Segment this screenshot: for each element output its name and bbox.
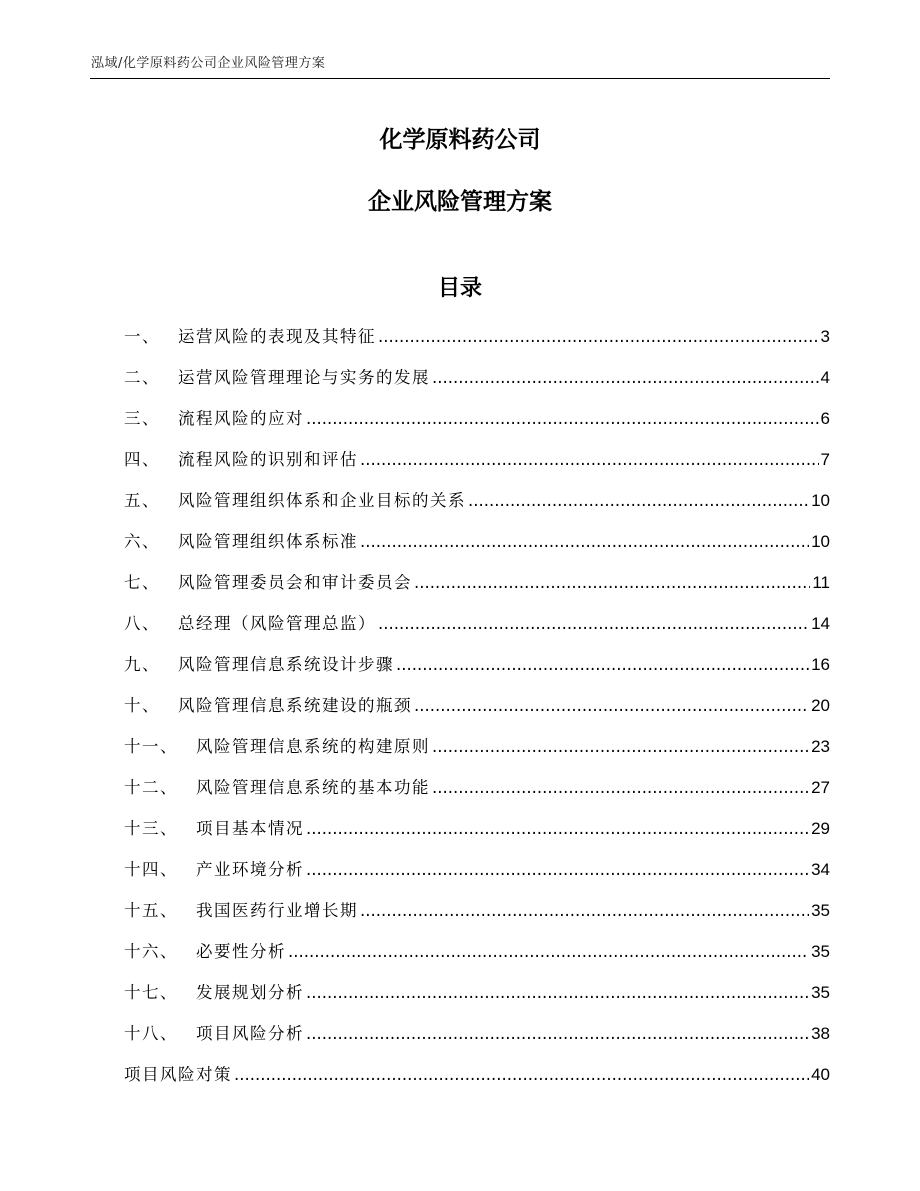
table-of-contents xyxy=(124,316,830,1095)
toc-entry-label: 运营风险的表现及其特征 xyxy=(178,327,376,346)
toc-entry-label: 运营风险管理理论与实务的发展 xyxy=(178,368,430,387)
toc-entry-label: 必要性分析 xyxy=(196,942,286,961)
toc-entry[interactable] xyxy=(124,562,830,603)
toc-entry[interactable] xyxy=(124,972,830,1013)
toc-entry-page: 10 xyxy=(811,532,830,551)
toc-entry[interactable] xyxy=(124,644,830,685)
toc-entry-number: 八、 xyxy=(124,614,160,633)
toc-entry-number: 七、 xyxy=(124,573,160,592)
toc-entry-number: 十五、 xyxy=(124,901,178,920)
toc-entry-number: 三、 xyxy=(124,409,160,428)
toc-dot-leader xyxy=(306,1013,809,1054)
toc-entry-number: 十四、 xyxy=(124,860,178,879)
toc-entry-page: 6 xyxy=(820,409,830,428)
toc-entry-page: 7 xyxy=(820,450,830,469)
toc-entry-page: 14 xyxy=(811,614,830,633)
document-title-line1: 化学原料药公司 xyxy=(379,127,541,153)
toc-entry-page: 40 xyxy=(811,1065,830,1084)
toc-heading: 目录 xyxy=(437,276,482,301)
toc-entry-page: 35 xyxy=(811,942,830,961)
toc-entry[interactable] xyxy=(124,398,830,439)
header-rule xyxy=(90,78,830,79)
document-title-line2: 企业风险管理方案 xyxy=(368,189,552,215)
toc-entry-number: 十二、 xyxy=(124,778,178,797)
toc-entry-number: 十七、 xyxy=(124,983,178,1002)
toc-entry-number: 一、 xyxy=(124,327,160,346)
toc-entry-page: 38 xyxy=(811,1024,830,1043)
toc-entry-page: 20 xyxy=(811,696,830,715)
toc-entry-number: 五、 xyxy=(124,491,160,510)
toc-entry-label: 流程风险的应对 xyxy=(178,409,304,428)
toc-entry[interactable] xyxy=(124,726,830,767)
toc-entry-label: 我国医药行业增长期 xyxy=(196,901,358,920)
toc-entry[interactable] xyxy=(124,316,830,357)
toc-entry-label: 项目基本情况 xyxy=(196,819,304,838)
toc-dot-leader xyxy=(306,398,819,439)
toc-dot-leader xyxy=(378,603,809,644)
toc-dot-leader xyxy=(234,1054,809,1095)
toc-entry-label: 风险管理委员会和审计委员会 xyxy=(178,573,412,592)
toc-entry-label: 产业环境分析 xyxy=(196,860,304,879)
toc-dot-leader xyxy=(432,357,819,398)
toc-entry[interactable] xyxy=(124,808,830,849)
toc-entry[interactable] xyxy=(124,931,830,972)
toc-entry-label: 总经理（风险管理总监） xyxy=(178,614,376,633)
toc-entry-label: 项目风险对策 xyxy=(124,1065,232,1084)
toc-entry-label: 风险管理信息系统的基本功能 xyxy=(196,778,430,797)
toc-entry-page: 11 xyxy=(812,573,830,592)
toc-entry-page: 35 xyxy=(811,901,830,920)
toc-dot-leader xyxy=(414,685,809,726)
toc-dot-leader xyxy=(360,890,809,931)
toc-entry-page: 16 xyxy=(811,655,830,674)
toc-dot-leader xyxy=(396,644,809,685)
toc-entry-number: 十六、 xyxy=(124,942,178,961)
toc-dot-leader xyxy=(306,972,809,1013)
toc-entry[interactable] xyxy=(124,480,830,521)
toc-entry-label: 风险管理信息系统设计步骤 xyxy=(178,655,394,674)
toc-entry-number: 十一、 xyxy=(124,737,178,756)
toc-entry-page: 29 xyxy=(811,819,830,838)
toc-entry[interactable] xyxy=(124,603,830,644)
toc-entry-number: 六、 xyxy=(124,532,160,551)
toc-entry-page: 10 xyxy=(811,491,830,510)
toc-entry[interactable] xyxy=(124,357,830,398)
toc-entry[interactable] xyxy=(124,685,830,726)
toc-entry-number: 十三、 xyxy=(124,819,178,838)
toc-entry-page: 4 xyxy=(820,368,830,387)
toc-entry[interactable] xyxy=(124,1054,830,1095)
toc-entry-page: 3 xyxy=(820,327,830,346)
toc-dot-leader xyxy=(432,767,809,808)
toc-entry-number: 十八、 xyxy=(124,1024,178,1043)
toc-dot-leader xyxy=(414,562,810,603)
toc-entry[interactable] xyxy=(124,439,830,480)
toc-entry[interactable] xyxy=(124,1013,830,1054)
toc-entry-page: 23 xyxy=(811,737,830,756)
toc-entry-label: 项目风险分析 xyxy=(196,1024,304,1043)
toc-entry-label: 风险管理信息系统建设的瓶颈 xyxy=(178,696,412,715)
toc-dot-leader xyxy=(288,931,809,972)
toc-entry-label: 发展规划分析 xyxy=(196,983,304,1002)
toc-entry[interactable] xyxy=(124,849,830,890)
toc-dot-leader xyxy=(306,849,809,890)
toc-entry-page: 35 xyxy=(811,983,830,1002)
toc-entry-label: 风险管理组织体系和企业目标的关系 xyxy=(178,491,466,510)
toc-entry-number: 四、 xyxy=(124,450,160,469)
toc-entry-label: 流程风险的识别和评估 xyxy=(178,450,358,469)
toc-entry[interactable] xyxy=(124,521,830,562)
toc-dot-leader xyxy=(360,521,809,562)
toc-entry[interactable] xyxy=(124,767,830,808)
toc-entry-page: 34 xyxy=(811,860,830,879)
toc-dot-leader xyxy=(432,726,809,767)
toc-entry-number: 九、 xyxy=(124,655,160,674)
toc-entry-label: 风险管理信息系统的构建原则 xyxy=(196,737,430,756)
running-header: 泓域/化学原料药公司企业风险管理方案 xyxy=(91,56,326,71)
toc-entry-number: 十、 xyxy=(124,696,160,715)
toc-dot-leader xyxy=(378,316,819,357)
toc-dot-leader xyxy=(468,480,809,521)
toc-entry-number: 二、 xyxy=(124,368,160,387)
toc-entry[interactable] xyxy=(124,890,830,931)
toc-entry-page: 27 xyxy=(811,778,830,797)
toc-entry-label: 风险管理组织体系标准 xyxy=(178,532,358,551)
toc-dot-leader xyxy=(306,808,809,849)
toc-dot-leader xyxy=(360,439,819,480)
